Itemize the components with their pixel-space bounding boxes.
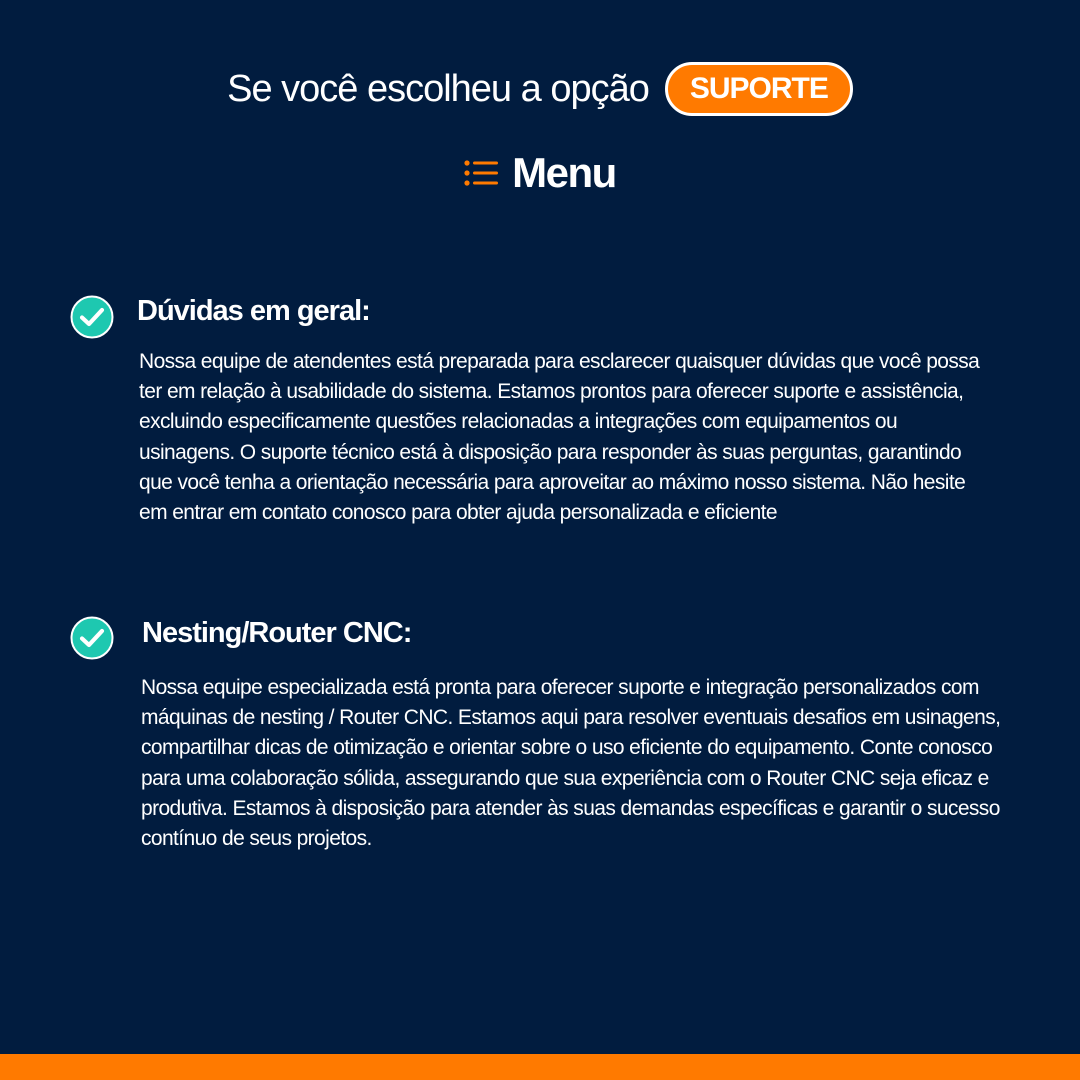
list-icon (464, 158, 500, 188)
section-title: Nesting/Router CNC: (142, 617, 412, 649)
check-circle-icon (70, 616, 114, 660)
section-body: Nossa equipe especializada está pronta para oferecer suporte e integração personalizados com máquinas de nesting / Router CNC. Estamos aqui para resolver eventuais desafios em usinagens, compartilhar dicas de otimização e orientar sobre o uso eficiente do equipamento. Conte conosco para uma colaboração sólida, assegurando que sua experiência com o Router CNC seja eficaz e produtiva. Estamos à disposição para atender às suas demandas específicas e garantir o sucesso contínuo de seus projetos. (141, 676, 1001, 851)
suporte-badge: SUPORTE (665, 62, 853, 116)
header-intro-text: Se você escolheu a opção (227, 67, 649, 110)
section-title: Dúvidas em geral: (137, 295, 370, 327)
header (0, 60, 1080, 118)
footer-accent-bar (0, 1054, 1080, 1080)
menu-title: Menu (512, 149, 616, 196)
section-body: Nossa equipe de atendentes está preparada para esclarecer quaisquer dúvidas que você possa ter em relação à usabilidade do sistema. Estamos prontos para oferecer suporte e assistência, excluindo especificamente questões relacionadas a integrações com equipamentos ou usinagens. O suporte técnico está à disposição para responder às suas perguntas, garantindo que você tenha a orientação necessária para aproveitar ao máximo nosso sistema. Não hesite em entrar em contato conosco para obter ajuda personalizada e eficiente (139, 350, 980, 525)
menu-heading (0, 146, 1080, 200)
check-circle-icon (70, 295, 114, 339)
